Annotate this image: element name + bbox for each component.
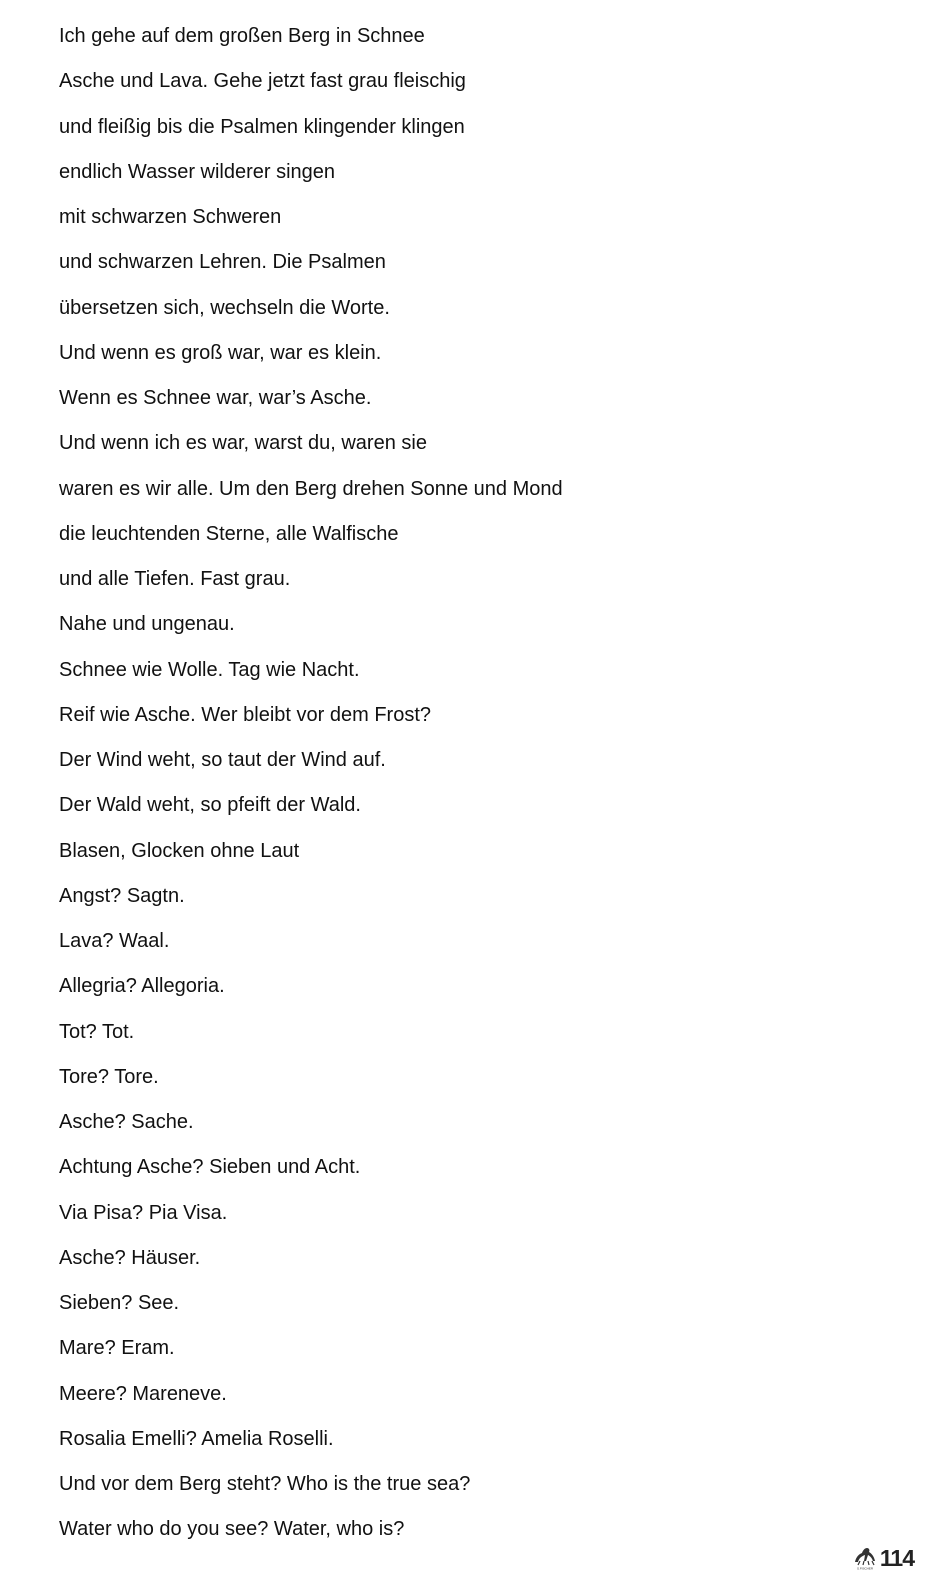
poem-line: Asche? Sache. <box>59 1111 194 1133</box>
poem-line: Rosalia Emelli? Amelia Roselli. <box>59 1427 334 1450</box>
poem-line: übersetzen sich, wechseln die Worte. <box>59 296 390 319</box>
publisher-logo-icon <box>852 1542 878 1570</box>
poem-line: waren es wir alle. Um den Berg drehen Sonne und Mond <box>59 477 563 500</box>
poem-line: und alle Tiefen. Fast grau. <box>59 568 291 590</box>
poem-line: Via Pisa? Pia Visa. <box>59 1201 228 1224</box>
poem-line: und fleißig bis die Psalmen klingender klingen <box>59 115 465 138</box>
poem-line: Und wenn ich es war, warst du, waren sie <box>59 432 427 455</box>
poem-line: Lava? Waal. <box>59 930 170 952</box>
poem <box>59 20 563 1559</box>
poem-line: Der Wald weht, so pfeift der Wald. <box>59 794 361 817</box>
poem-line: Nahe und ungenau. <box>59 613 235 636</box>
poem-line: Asche und Lava. Gehe jetzt fast grau fleischig <box>59 70 466 93</box>
poem-line: Wenn es Schnee war, war’s Asche. <box>59 387 372 409</box>
poem-line: mit schwarzen Schweren <box>59 206 282 228</box>
poem-line: Ich gehe auf dem großen Berg in Schnee <box>59 25 425 47</box>
poem-line: Reif wie Asche. Wer bleibt vor dem Frost? <box>59 703 431 726</box>
poem-line: Angst? Sagtn. <box>59 884 185 907</box>
poem-line: Allegria? Allegoria. <box>59 975 225 998</box>
poem-line: Sieben? See. <box>59 1292 180 1314</box>
page-footer <box>852 1542 914 1570</box>
poem-line: die leuchtenden Sterne, alle Walfische <box>59 522 399 545</box>
poem-line: Der Wind weht, so taut der Wind auf. <box>59 749 386 771</box>
poem-line: Mare? Eram. <box>59 1337 175 1360</box>
page-number: 114 <box>879 1545 914 1571</box>
poem-line: Asche? Häuser. <box>59 1246 201 1269</box>
poem-line: und schwarzen Lehren. Die Psalmen <box>59 251 386 274</box>
poem-line: Tore? Tore. <box>59 1065 159 1088</box>
poem-line: Tot? Tot. <box>59 1020 135 1043</box>
poem-line: Schnee wie Wolle. Tag wie Nacht. <box>59 658 360 681</box>
poem-line: endlich Wasser wilderer singen <box>59 160 336 183</box>
poem-line: Water who do you see? Water, who is? <box>59 1518 405 1541</box>
poem-line: Und vor dem Berg steht? Who is the true sea? <box>59 1473 471 1495</box>
poem-line: Meere? Mareneve. <box>59 1382 227 1405</box>
poem-line: Blasen, Glocken ohne Laut <box>59 839 300 862</box>
poem-line: Achtung Asche? Sieben und Acht. <box>59 1156 361 1179</box>
poem-line: Und wenn es groß war, war es klein. <box>59 341 382 364</box>
publisher-logo-text: S.FISCHER <box>856 1566 873 1570</box>
